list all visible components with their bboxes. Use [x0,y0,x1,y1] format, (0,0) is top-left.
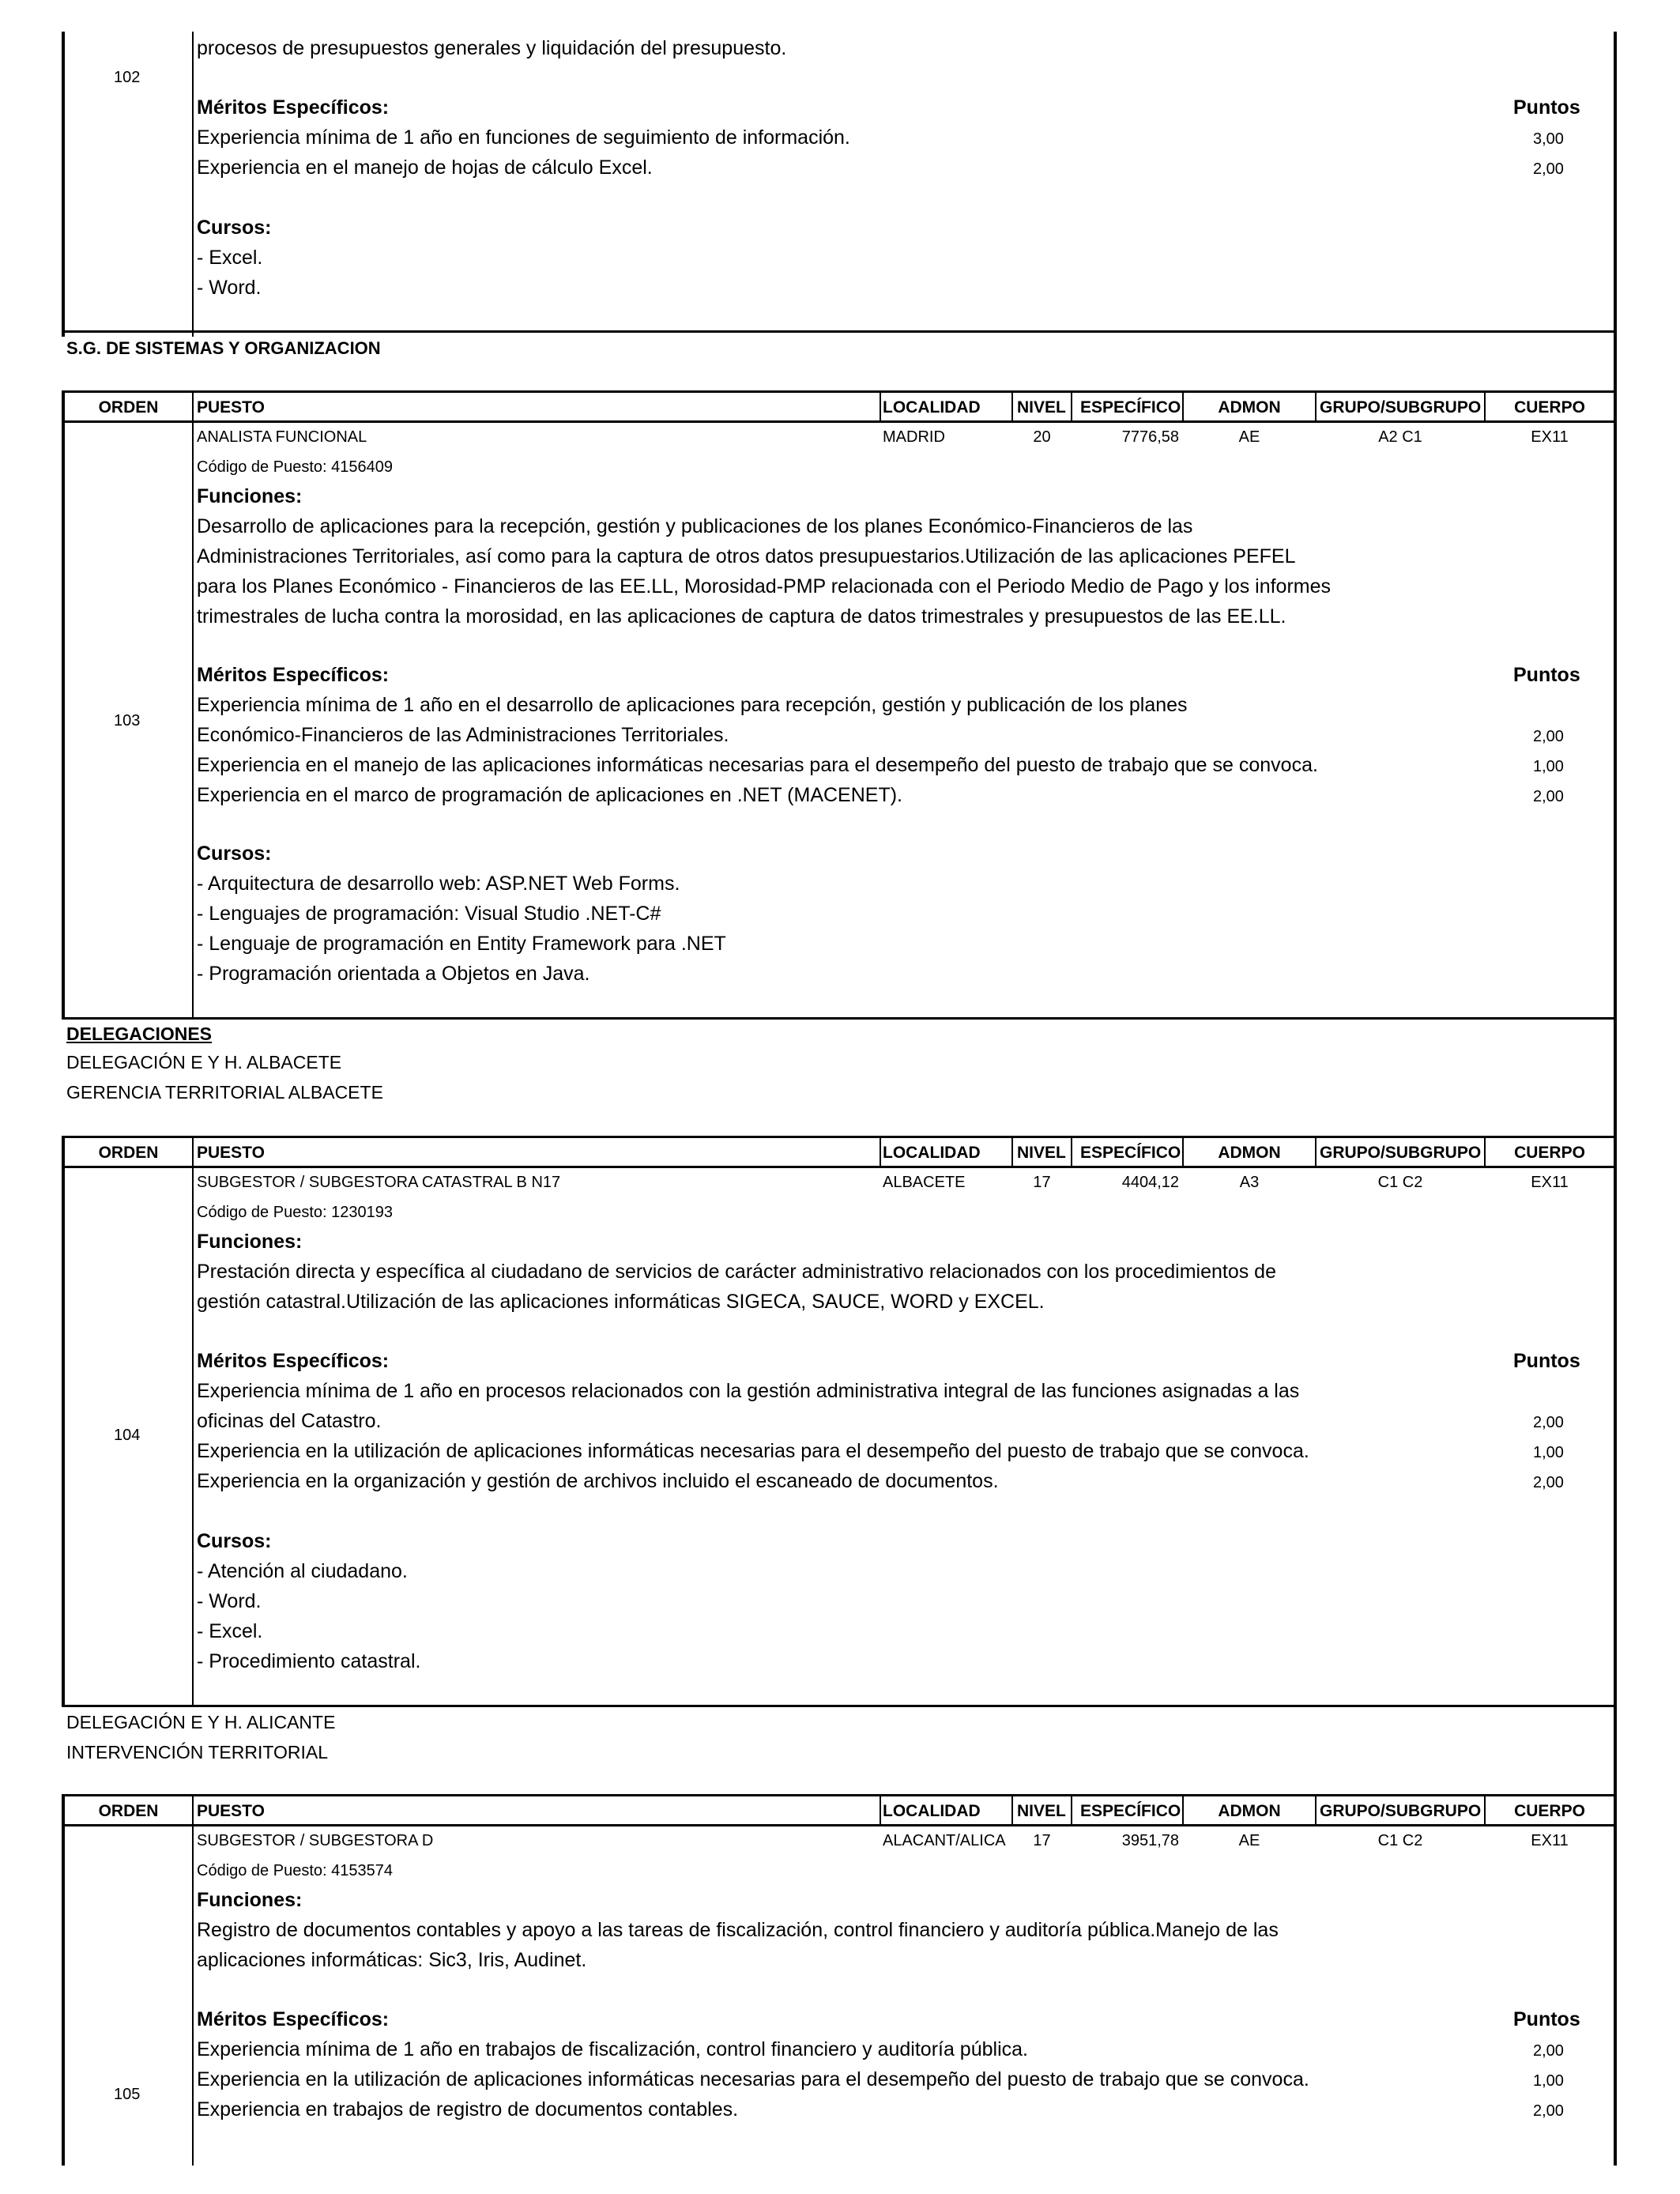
puesto-value: SUBGESTOR / SUBGESTORA D [197,1832,434,1849]
funciones-line: gestión catastral.Utilización de las aplicaciones informáticas SIGECA, SAUCE, WORD y EXCEL. [197,1291,1045,1313]
curso-item: - Atención al ciudadano. [197,1560,408,1582]
header-nivel: NIVEL [1017,1144,1066,1162]
row-divider [62,1136,1617,1138]
merito-line: Experiencia mínima de 1 año en el desarrollo de aplicaciones para recepción, gestión y publicación de los planes [197,694,1188,716]
funciones-title: Funciones: [197,485,303,507]
puntos-title: Puntos [1513,1350,1580,1372]
left-border [62,1136,65,1706]
merito-line: oficinas del Catastro. [197,1410,382,1432]
especifico-value: 3951,78 [1121,1832,1179,1849]
header-grupo: GRUPO/SUBGRUPO [1320,1144,1482,1162]
header-cuerpo: CUERPO [1514,1144,1585,1162]
especifico-value: 7776,58 [1121,428,1179,446]
merito-line: Económico-Financieros de las Administraciones Territoriales. [197,724,729,746]
row-divider [62,1166,1617,1168]
cuerpo-value: EX11 [1531,1174,1569,1191]
header-admon: ADMON [1218,1802,1281,1820]
left-border [62,32,65,337]
merito-line: Experiencia mínima de 1 año en trabajos de fiscalización, control financiero y auditoría pública. [197,2038,1028,2060]
meritos-title: Méritos Específicos: [197,2008,390,2030]
header-divider [1071,1136,1072,1166]
delegacion-name: DELEGACIÓN E Y H. ALBACETE [66,1052,342,1072]
header-puesto: PUESTO [197,1802,265,1820]
grupo-value: A2 C1 [1378,428,1422,446]
header-divider [880,1136,881,1166]
section-title: S.G. DE SISTEMAS Y ORGANIZACION [66,338,381,358]
merito-puntos: 2,00 [1533,2102,1564,2120]
localidad-value: MADRID [883,428,945,446]
right-border [1614,32,1617,2166]
header-divider [1071,390,1072,420]
cuerpo-value: EX11 [1531,1832,1569,1849]
merito-puntos: 2,00 [1533,1474,1564,1491]
funciones-line: Registro de documentos contables y apoyo a las tareas de fiscalización, control financiero y auditoría pública.Manejo de las [197,1919,1279,1941]
header-localidad: LOCALIDAD [883,1144,981,1162]
puntos-title: Puntos [1513,96,1580,119]
merito-line: Experiencia en el marco de programación de aplicaciones en .NET (MACENET). [197,784,902,806]
row-divider [62,420,1617,423]
header-divider [880,390,881,420]
orden-divider [192,1136,194,1706]
intervencion-name: INTERVENCIÓN TERRITORIAL [66,1742,329,1762]
curso-item: - Excel. [197,247,263,269]
header-cuerpo: CUERPO [1514,398,1585,417]
merito-line: Experiencia mínima de 1 año en funciones de seguimiento de información. [197,126,850,149]
header-divider [880,1794,881,1824]
codigo-puesto: Código de Puesto: 4156409 [197,458,393,476]
funciones-title: Funciones: [197,1231,303,1253]
grupo-value: C1 C2 [1377,1832,1423,1849]
localidad-value: ALACANT/ALICA [883,1833,1006,1849]
header-admon: ADMON [1218,398,1281,417]
funciones-line: Prestación directa y específica al ciudadano de servicios de carácter administrativo relacionados con los procedimientos de [197,1261,1276,1283]
cursos-title: Cursos: [197,1530,272,1552]
orden-value: 105 [114,2086,141,2103]
cuerpo-value: EX11 [1531,428,1569,446]
puesto-value: ANALISTA FUNCIONAL [197,428,367,446]
codigo-puesto: Código de Puesto: 1230193 [197,1204,393,1221]
curso-item: - Excel. [197,1620,263,1642]
row-divider [62,1017,1617,1020]
nivel-value: 17 [1033,1174,1051,1191]
header-nivel: NIVEL [1017,398,1066,417]
header-orden: ORDEN [98,1144,159,1162]
header-divider [1011,1794,1013,1824]
header-localidad: LOCALIDAD [883,398,981,417]
merito-puntos: 2,00 [1533,728,1564,745]
cursos-title: Cursos: [197,217,272,239]
orden-divider [192,32,194,337]
curso-item: - Programación orientada a Objetos en Java. [197,963,590,985]
admon-value: AE [1238,428,1260,446]
merito-line: Experiencia en el manejo de hojas de cálculo Excel. [197,156,653,179]
admon-value: AE [1238,1832,1260,1849]
row-divider [62,1794,1617,1796]
delegacion-name: DELEGACIÓN E Y H. ALICANTE [66,1712,336,1732]
funciones-line: trimestrales de lucha contra la morosidad, en las aplicaciones de captura de datos trimestrales y presupuestos de las EE.LL. [197,605,1286,628]
header-localidad: LOCALIDAD [883,1802,981,1820]
curso-item: - Arquitectura de desarrollo web: ASP.NET Web Forms. [197,873,680,895]
header-divider [1315,390,1317,420]
row-divider [62,330,1617,333]
merito-puntos: 2,00 [1533,160,1564,178]
orden-divider [192,1794,194,2166]
merito-line: Experiencia en la organización y gestión de archivos incluido el escaneado de documentos. [197,1470,999,1492]
header-orden: ORDEN [98,1802,159,1820]
header-grupo: GRUPO/SUBGRUPO [1320,398,1482,417]
header-orden: ORDEN [98,398,159,417]
row-divider [62,1824,1617,1826]
merito-puntos: 2,00 [1533,2042,1564,2060]
section-title: DELEGACIONES [66,1023,213,1044]
merito-puntos: 1,00 [1533,758,1564,775]
funciones-line: para los Planes Económico - Financieros de las EE.LL, Morosidad-PMP relacionada con el Periodo Medio de Pago y los informes [197,575,1332,598]
funciones-line: Administraciones Territoriales, así como para la captura de otros datos presupuestarios.Utilización de las aplicaciones PEFEL [197,545,1296,567]
funciones-line: aplicaciones informáticas: Sic3, Iris, Audinet. [197,1949,587,1971]
puntos-title: Puntos [1513,664,1580,686]
curso-item: - Word. [197,277,262,299]
header-especifico: ESPECÍFICO [1080,398,1181,417]
merito-puntos: 2,00 [1533,788,1564,805]
header-divider [1011,390,1013,420]
especifico-value: 4404,12 [1121,1174,1179,1191]
header-cuerpo: CUERPO [1514,1802,1585,1820]
merito-puntos: 1,00 [1533,2072,1564,2090]
header-grupo: GRUPO/SUBGRUPO [1320,1802,1482,1820]
curso-item: - Lenguaje de programación en Entity Framework para .NET [197,933,726,955]
localidad-value: ALBACETE [883,1174,966,1191]
header-divider [1071,1794,1072,1824]
grupo-value: C1 C2 [1377,1174,1423,1191]
orden-value: 104 [114,1427,141,1444]
orden-divider [192,390,194,1018]
left-border [62,1794,65,2166]
header-nivel: NIVEL [1017,1802,1066,1820]
header-divider [1315,1136,1317,1166]
merito-line: Experiencia en el manejo de las aplicaciones informáticas necesarias para el desempeño del puesto de trabajo que se convoca. [197,754,1318,776]
curso-item: - Word. [197,1590,262,1612]
meritos-title: Méritos Específicos: [197,664,390,686]
row-divider [62,1705,1617,1707]
merito-puntos: 1,00 [1533,1444,1564,1461]
orden-value: 103 [114,712,141,729]
header-puesto: PUESTO [197,1144,265,1162]
header-especifico: ESPECÍFICO [1080,1144,1181,1162]
orden-value: 102 [114,69,141,86]
header-especifico: ESPECÍFICO [1080,1802,1181,1820]
funciones-line: Desarrollo de aplicaciones para la recepción, gestión y publicaciones de los planes Económico-Financieros de las [197,515,1193,537]
cursos-title: Cursos: [197,843,272,865]
row-divider [62,390,1617,393]
codigo-puesto: Código de Puesto: 4153574 [197,1862,393,1879]
header-puesto: PUESTO [197,398,265,417]
merito-line: Experiencia en la utilización de aplicaciones informáticas necesarias para el desempeño del puesto de trabajo que se convoca. [197,2068,1309,2090]
merito-puntos: 2,00 [1533,1414,1564,1431]
merito-puntos: 3,00 [1533,130,1564,148]
merito-line: Experiencia en trabajos de registro de documentos contables. [197,2098,739,2120]
nivel-value: 20 [1033,428,1051,446]
curso-item: - Procedimiento catastral. [197,1650,421,1672]
puesto-value: SUBGESTOR / SUBGESTORA CATASTRAL B N17 [197,1174,561,1191]
meritos-title: Méritos Específicos: [197,1350,390,1372]
funciones-title: Funciones: [197,1889,303,1911]
gerencia-name: GERENCIA TERRITORIAL ALBACETE [66,1082,383,1103]
header-divider [1011,1136,1013,1166]
curso-item: - Lenguajes de programación: Visual Studio .NET-C# [197,903,661,925]
header-divider [1315,1794,1317,1824]
funciones-line: procesos de presupuestos generales y liquidación del presupuesto. [197,37,787,59]
merito-line: Experiencia en la utilización de aplicaciones informáticas necesarias para el desempeño del puesto de trabajo que se convoca. [197,1440,1309,1462]
header-admon: ADMON [1218,1144,1281,1162]
nivel-value: 17 [1033,1832,1051,1849]
merito-line: Experiencia mínima de 1 año en procesos relacionados con la gestión administrativa integral de las funciones asignadas a las [197,1380,1300,1402]
left-border [62,390,65,1018]
meritos-title: Méritos Específicos: [197,96,390,119]
admon-value: A3 [1239,1174,1260,1191]
puntos-title: Puntos [1513,2008,1580,2030]
